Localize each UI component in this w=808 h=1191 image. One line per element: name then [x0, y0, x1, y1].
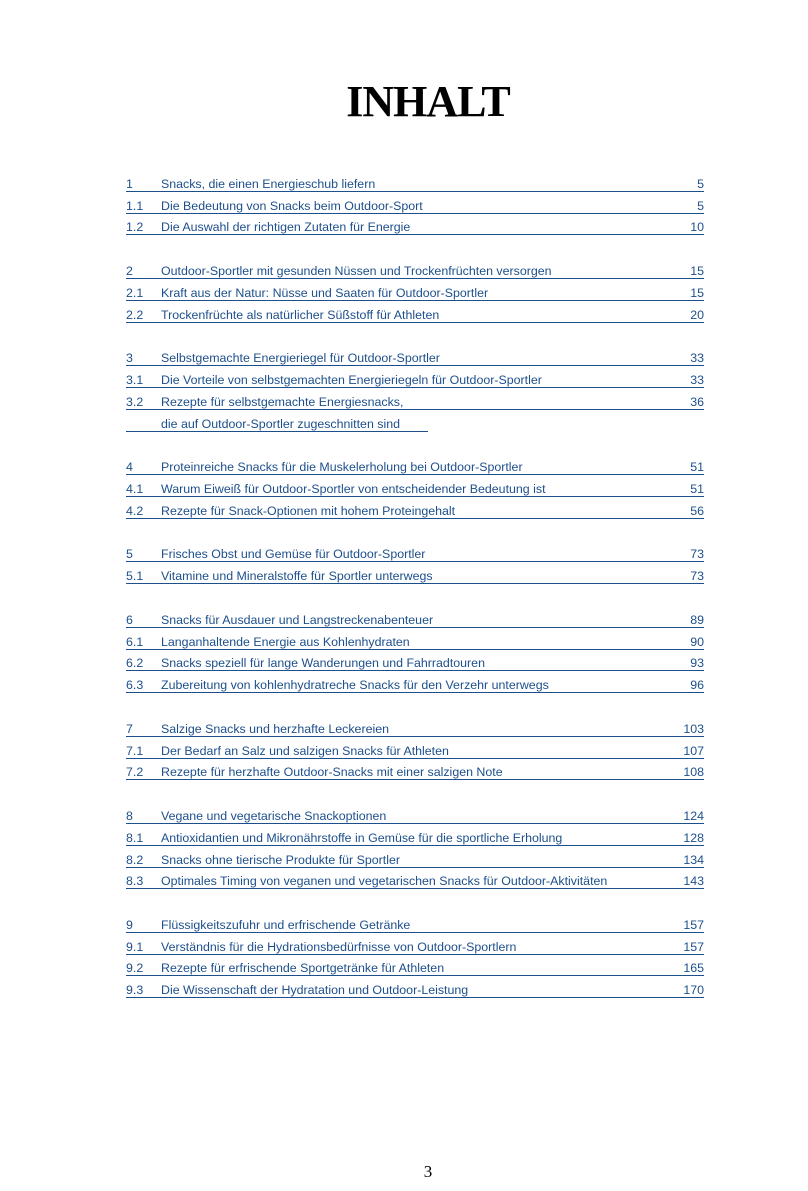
toc-entry-title: Flüssigkeitszufuhr und erfrischende Getränke [161, 917, 411, 932]
toc-entry-number: 1.2 [126, 220, 144, 235]
toc-entry-title: Snacks speziell für lange Wanderungen und Fahrradtouren [161, 656, 485, 671]
toc-entry-number [126, 431, 161, 434]
toc-entry-number: 2.1 [126, 285, 144, 300]
toc-entry-link[interactable] [126, 608, 704, 630]
toc-entry-number: 4.1 [126, 481, 144, 496]
toc-entry-number: 7 [126, 721, 133, 736]
toc-entry-number: 6 [126, 612, 133, 627]
toc-entry-title: Langanhaltende Energie aus Kohlenhydraten [161, 634, 410, 649]
toc-entry-link[interactable] [126, 935, 704, 957]
toc-entry-link[interactable] [126, 172, 704, 194]
toc-entry-page: 89 [690, 612, 704, 627]
toc-entry-page: 90 [690, 634, 704, 649]
toc-section [126, 717, 704, 782]
toc-entry-number: 1 [126, 176, 133, 191]
toc-entry-number: 1.1 [126, 198, 144, 213]
toc-entry-page: 15 [690, 263, 704, 278]
toc-entry-page: 51 [690, 481, 704, 496]
toc-entry-title: Vitamine und Mineralstoffe für Sportler unterwegs [161, 569, 433, 584]
toc-entry-page: 96 [690, 678, 704, 693]
toc-entry-number: 9.2 [126, 961, 144, 976]
toc-entry-link[interactable] [126, 673, 704, 695]
toc-entry-page: 107 [683, 743, 704, 758]
toc-entry-title: Rezepte für erfrischende Sportgetränke für Athleten [161, 961, 445, 976]
toc-entry-page: 10 [690, 220, 704, 235]
toc-entry-title: Frisches Obst und Gemüse für Outdoor-Sportler [161, 547, 426, 562]
toc-entry-link[interactable] [126, 303, 704, 325]
table-of-contents [126, 172, 704, 1022]
toc-entry-number: 2 [126, 263, 133, 278]
toc-entry-page: 93 [690, 656, 704, 671]
toc-entry-link[interactable] [126, 564, 704, 586]
toc-entry-page: 15 [690, 285, 704, 300]
toc-entry-title: Die Auswahl der richtigen Zutaten für Energie [161, 220, 411, 235]
toc-entry-link[interactable] [126, 978, 704, 1000]
toc-entry-title: Verständnis für die Hydrationsbedürfnisse von Outdoor-Sportlern [161, 939, 517, 954]
toc-entry-number: 7.2 [126, 765, 144, 780]
toc-section [126, 259, 704, 324]
toc-entry-page: 36 [690, 394, 704, 409]
toc-entry-link[interactable] [126, 957, 704, 979]
toc-entry-number: 3 [126, 351, 133, 366]
toc-entry-title: Rezepte für selbstgemachte Energiesnacks, [161, 394, 404, 409]
toc-entry-title: Warum Eiweiß für Outdoor-Sportler von entscheidender Bedeutung ist [161, 481, 546, 496]
toc-entry-link[interactable] [126, 717, 704, 739]
toc-entry-page: 124 [683, 808, 704, 823]
toc-entry-page: 33 [690, 351, 704, 366]
toc-entry-page: 165 [683, 961, 704, 976]
toc-entry-number: 6.1 [126, 634, 144, 649]
toc-entry-link[interactable] [126, 870, 704, 892]
toc-entry-number: 4 [126, 460, 133, 475]
toc-entry-link[interactable] [126, 739, 704, 761]
toc-entry-link[interactable] [126, 259, 704, 281]
toc-entry-title: Optimales Timing von veganen und vegetarischen Snacks für Outdoor-Aktivitäten [161, 874, 608, 889]
toc-entry-page: 73 [690, 569, 704, 584]
toc-entry-title: Die Vorteile von selbstgemachten Energieriegeln für Outdoor-Sportler [161, 372, 542, 387]
toc-entry-number: 3.1 [126, 372, 144, 387]
toc-entry-number: 5 [126, 547, 133, 562]
toc-entry-title: Die Bedeutung von Snacks beim Outdoor-Sport [161, 198, 423, 213]
toc-entry-title: Proteinreiche Snacks für die Muskelerholung bei Outdoor-Sportler [161, 460, 523, 475]
toc-entry-number: 8.1 [126, 830, 144, 845]
toc-entry-page: 5 [697, 198, 704, 213]
toc-entry-number: 3.2 [126, 394, 144, 409]
toc-section [126, 543, 704, 587]
toc-section [126, 913, 704, 1000]
toc-entry-title: Trockenfrüchte als natürlicher Süßstoff für Athleten [161, 307, 440, 322]
toc-entry-number: 6.2 [126, 656, 144, 671]
toc-entry-title: Outdoor-Sportler mit gesunden Nüssen und Trockenfrüchten versorgen [161, 263, 552, 278]
toc-section [126, 346, 704, 433]
toc-entry-page: 5 [697, 176, 704, 191]
toc-entry-title: Rezepte für Snack-Optionen mit hohem Proteingehalt [161, 503, 456, 518]
toc-entry-number: 9.3 [126, 983, 144, 998]
toc-entry-title: Snacks, die einen Energieschub liefern [161, 176, 376, 191]
toc-entry-link[interactable] [126, 543, 704, 565]
toc-entry-number: 4.2 [126, 503, 144, 518]
toc-entry-title: Die Wissenschaft der Hydratation und Outdoor-Leistung [161, 983, 469, 998]
toc-entry-link[interactable] [126, 652, 704, 674]
toc-entry-number: 8.3 [126, 874, 144, 889]
toc-entry-link[interactable] [126, 499, 704, 521]
toc-entry-page: 33 [690, 372, 704, 387]
toc-entry-title: die auf Outdoor-Sportler zugeschnitten sind [161, 416, 401, 431]
page-number: 3 [423, 1162, 433, 1181]
toc-entry-number: 9.1 [126, 939, 144, 954]
toc-entry-link[interactable] [126, 194, 704, 216]
toc-section [126, 455, 704, 520]
toc-entry-title: Kraft aus der Natur: Nüsse und Saaten für Outdoor-Sportler [161, 285, 489, 300]
toc-entry-page: 56 [690, 503, 704, 518]
toc-entry-title: Antioxidantien und Mikronährstoffe in Gemüse für die sportliche Erholung [161, 830, 563, 845]
toc-entry-link[interactable] [126, 368, 704, 390]
toc-entry-title: Salzige Snacks und herzhafte Leckereien [161, 721, 389, 736]
toc-entry-page: 51 [690, 460, 704, 475]
toc-entry-link[interactable] [126, 848, 704, 870]
toc-entry-link[interactable] [126, 216, 704, 238]
page-title: INHALT [346, 77, 510, 126]
toc-entry-page: 134 [683, 852, 704, 867]
toc-section [126, 804, 704, 891]
toc-entry-page: 73 [690, 547, 704, 562]
toc-entry-page: 170 [683, 983, 704, 998]
toc-entry-link[interactable] [126, 761, 704, 783]
toc-entry-number: 8.2 [126, 852, 144, 867]
toc-entry-page: 108 [683, 765, 704, 780]
toc-entry-number: 6.3 [126, 678, 144, 693]
toc-entry-link[interactable] [126, 412, 704, 434]
toc-entry-title: Selbstgemachte Energieriegel für Outdoor-Sportler [161, 351, 440, 366]
toc-entry-number: 8 [126, 808, 133, 823]
toc-entry-page: 143 [683, 874, 704, 889]
toc-entry-link[interactable] [126, 913, 704, 935]
toc-section [126, 608, 704, 695]
toc-entry-number: 5.1 [126, 569, 144, 584]
toc-entry-number: 9 [126, 917, 133, 932]
toc-entry-link[interactable] [126, 346, 704, 368]
toc-entry-title: Snacks für Ausdauer und Langstreckenabenteuer [161, 612, 434, 627]
toc-entry-link[interactable] [126, 630, 704, 652]
toc-entry-title: Der Bedarf an Salz und salzigen Snacks für Athleten [161, 743, 449, 758]
toc-entry-number: 7.1 [126, 743, 144, 758]
toc-entry-number: 2.2 [126, 307, 144, 322]
toc-entry-link[interactable] [126, 826, 704, 848]
toc-entry-link[interactable] [126, 390, 704, 412]
toc-entry-title: Vegane und vegetarische Snackoptionen [161, 808, 387, 823]
toc-entry-link[interactable] [126, 281, 704, 303]
toc-entry-link[interactable] [126, 804, 704, 826]
toc-entry-link[interactable] [126, 455, 704, 477]
toc-section [126, 172, 704, 237]
toc-entry-page: 103 [683, 721, 704, 736]
toc-entry-title: Zubereitung von kohlenhydratreche Snacks für den Verzehr unterwegs [161, 678, 549, 693]
toc-entry-title: Rezepte für herzhafte Outdoor-Snacks mit einer salzigen Note [161, 765, 503, 780]
toc-entry-title: Snacks ohne tierische Produkte für Sportler [161, 852, 400, 867]
toc-entry-page: 128 [683, 830, 704, 845]
toc-entry-link[interactable] [126, 477, 704, 499]
toc-entry-page: 20 [690, 307, 704, 322]
toc-entry-page: 157 [683, 917, 704, 932]
toc-entry-page: 157 [683, 939, 704, 954]
